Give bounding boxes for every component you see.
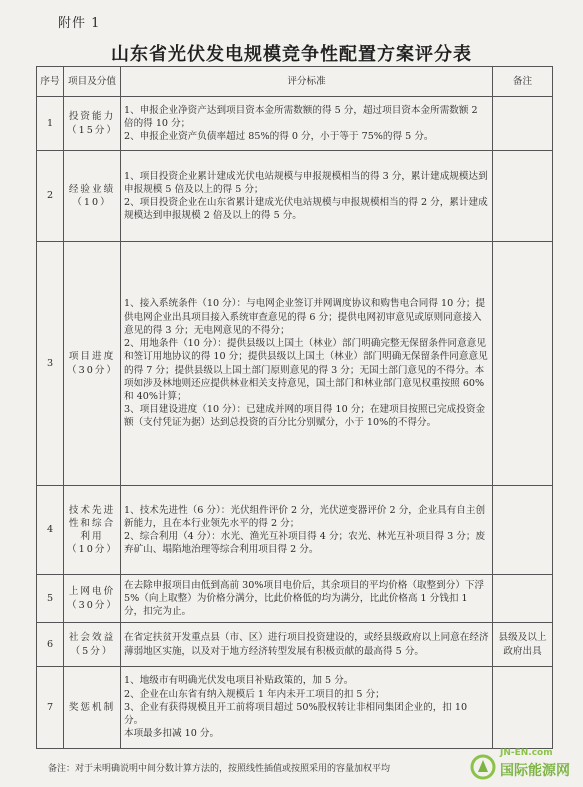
item-and-score: 社会效益（5分） bbox=[64, 623, 121, 667]
row-number: 3 bbox=[37, 242, 64, 486]
header-remark: 备注 bbox=[493, 67, 553, 97]
table-row bbox=[37, 486, 553, 575]
criteria-line: 2、申报企业资产负债率超过 85%的得 0 分，小于等于 75%的得 5 分。 bbox=[124, 131, 434, 143]
criteria-line: 2、用地条件（10 分）：提供县级以上国土（林业）部门明确完整无保留条件同意意见和签订用地协议的得 10 分；提供县级以上国土（林业）部门明确无保留条件同意意见的得 7 分；提供县级以上国土部门原则意见的得 3 分；无国土部门意见的不得分。本项如涉及林地则还应提供林业相关支持意见，国土部门和林业部门意见权重按照 60%和 40%计算； bbox=[124, 338, 488, 402]
remark bbox=[493, 486, 553, 575]
table-row bbox=[37, 575, 553, 623]
footnote: 备注：对于未明确说明中间分数计算方法的，按照线性插值或按照采用的容量加权平均 bbox=[48, 764, 391, 774]
scoring-table bbox=[36, 66, 553, 749]
scoring-criteria bbox=[121, 242, 493, 486]
remark bbox=[493, 667, 553, 749]
watermark bbox=[470, 746, 580, 784]
row-number: 1 bbox=[37, 97, 64, 151]
criteria-line: 1、项目投资企业累计建成光伏电站规模与申报规模相当的得 3 分，累计建成规模达到申报规模 5 倍及以上的得 5 分； bbox=[124, 170, 488, 195]
criteria-line: 本项最多扣减 10 分。 bbox=[124, 728, 220, 740]
energy-logo-icon bbox=[470, 754, 496, 780]
remark bbox=[493, 242, 553, 486]
criteria-line: 1、技术先进性（6 分）：光伏组件评价 2 分，光伏逆变器评价 2 分，企业具有自主创新能力，且在本行业领先水平的得 2 分； bbox=[124, 504, 486, 529]
criteria-line: 1、地级市有明确光伏发电项目补贴政策的，加 5 分。 bbox=[124, 675, 354, 687]
table-row bbox=[37, 97, 553, 151]
header-item: 项目及分值 bbox=[64, 67, 121, 97]
remark bbox=[493, 151, 553, 242]
row-number: 2 bbox=[37, 151, 64, 242]
item-and-score: 经验业绩（10） bbox=[64, 151, 121, 242]
criteria-line: 1、接入系统条件（10 分）：与电网企业签订并网调度协议和购售电合同得 10 分；提供电网企业出具项目接入系统审查意见的得 6 分；提供电网初审意见或原则同意接入意见的得 3 分；无电网意见的不得分； bbox=[124, 298, 486, 336]
remark bbox=[493, 97, 553, 151]
remark: 县级及以上政府出具 bbox=[493, 623, 553, 667]
item-and-score: 奖惩机制 bbox=[64, 667, 121, 749]
remark bbox=[493, 575, 553, 623]
row-number: 7 bbox=[37, 667, 64, 749]
document-title: 山东省光伏发电规模竞争性配置方案评分表 bbox=[111, 44, 472, 65]
table-row bbox=[37, 667, 553, 749]
table-row bbox=[37, 242, 553, 486]
criteria-line: 在去除申报项目由低到高前 30%项目电价后，其余项目的平均价格（取整到分）下浮 5%（向上取整）为价格分满分，比此价格低的均为满分，比此价格高 1 分钱扣 1 分，扣完为止。 bbox=[124, 579, 485, 618]
table-row bbox=[37, 151, 553, 242]
scoring-criteria bbox=[121, 623, 493, 667]
attachment-label: 附件 1 bbox=[58, 16, 101, 31]
table-header-row bbox=[37, 67, 553, 97]
scoring-criteria bbox=[121, 486, 493, 575]
criteria-line: 2、综合利用（4 分）：水光、渔光互补项目得 4 分；农光、林光互补项目得 3 分；废弃矿山、塌陷地治理等综合利用项目得 2 分。 bbox=[124, 531, 486, 556]
criteria-line: 3、项目建设进度（10 分）：已建成并网的项目得 10 分；在建项目按照已完成投资金额（支付凭证为据）达到总投资的百分比分别赋分，小于 10%的不得分。 bbox=[124, 404, 486, 429]
item-and-score: 技术先进性和综合利用（10分） bbox=[64, 486, 121, 575]
scoring-criteria bbox=[121, 151, 493, 242]
item-and-score: 项目进度（30分） bbox=[64, 242, 121, 486]
watermark-name: 国际能源网 bbox=[500, 763, 570, 779]
header-criteria: 评分标准 bbox=[121, 67, 493, 97]
criteria-line: 在省定扶贫开发重点县（市、区）进行项目投资建设的，或经县级政府以上同意在经济薄弱地区实施，以及对于地方经济转型发展有积极贡献的最高得 5 分。 bbox=[124, 632, 489, 657]
table-row bbox=[37, 623, 553, 667]
header-index: 序号 bbox=[37, 67, 64, 97]
item-and-score: 投资能力（15分） bbox=[64, 97, 121, 151]
criteria-line: 2、企业在山东省有纳入规模后 1 年内未开工项目的扣 5 分； bbox=[124, 688, 385, 700]
row-number: 6 bbox=[37, 623, 64, 667]
row-number: 5 bbox=[37, 575, 64, 623]
scoring-criteria bbox=[121, 667, 493, 749]
scoring-criteria bbox=[121, 575, 493, 623]
watermark-url: JN-EN.com bbox=[500, 748, 553, 758]
criteria-line: 3、企业有获得规模且开工前将项目超过 50%股权转让非相同集团企业的，扣 10 分。 bbox=[124, 701, 468, 727]
criteria-line: 1、申报企业净资产达到项目资本金所需数额的得 5 分，超过项目资本金所需数额 2 倍的得 10 分； bbox=[124, 104, 478, 129]
scoring-criteria bbox=[121, 97, 493, 151]
row-number: 4 bbox=[37, 486, 64, 575]
criteria-line: 2、项目投资企业在山东省累计建成光伏电站规模与申报规模相当的得 2 分，累计建成规模达到申报规模 2 倍及以上的得 5 分。 bbox=[124, 197, 488, 222]
item-and-score: 上网电价（30分） bbox=[64, 575, 121, 623]
